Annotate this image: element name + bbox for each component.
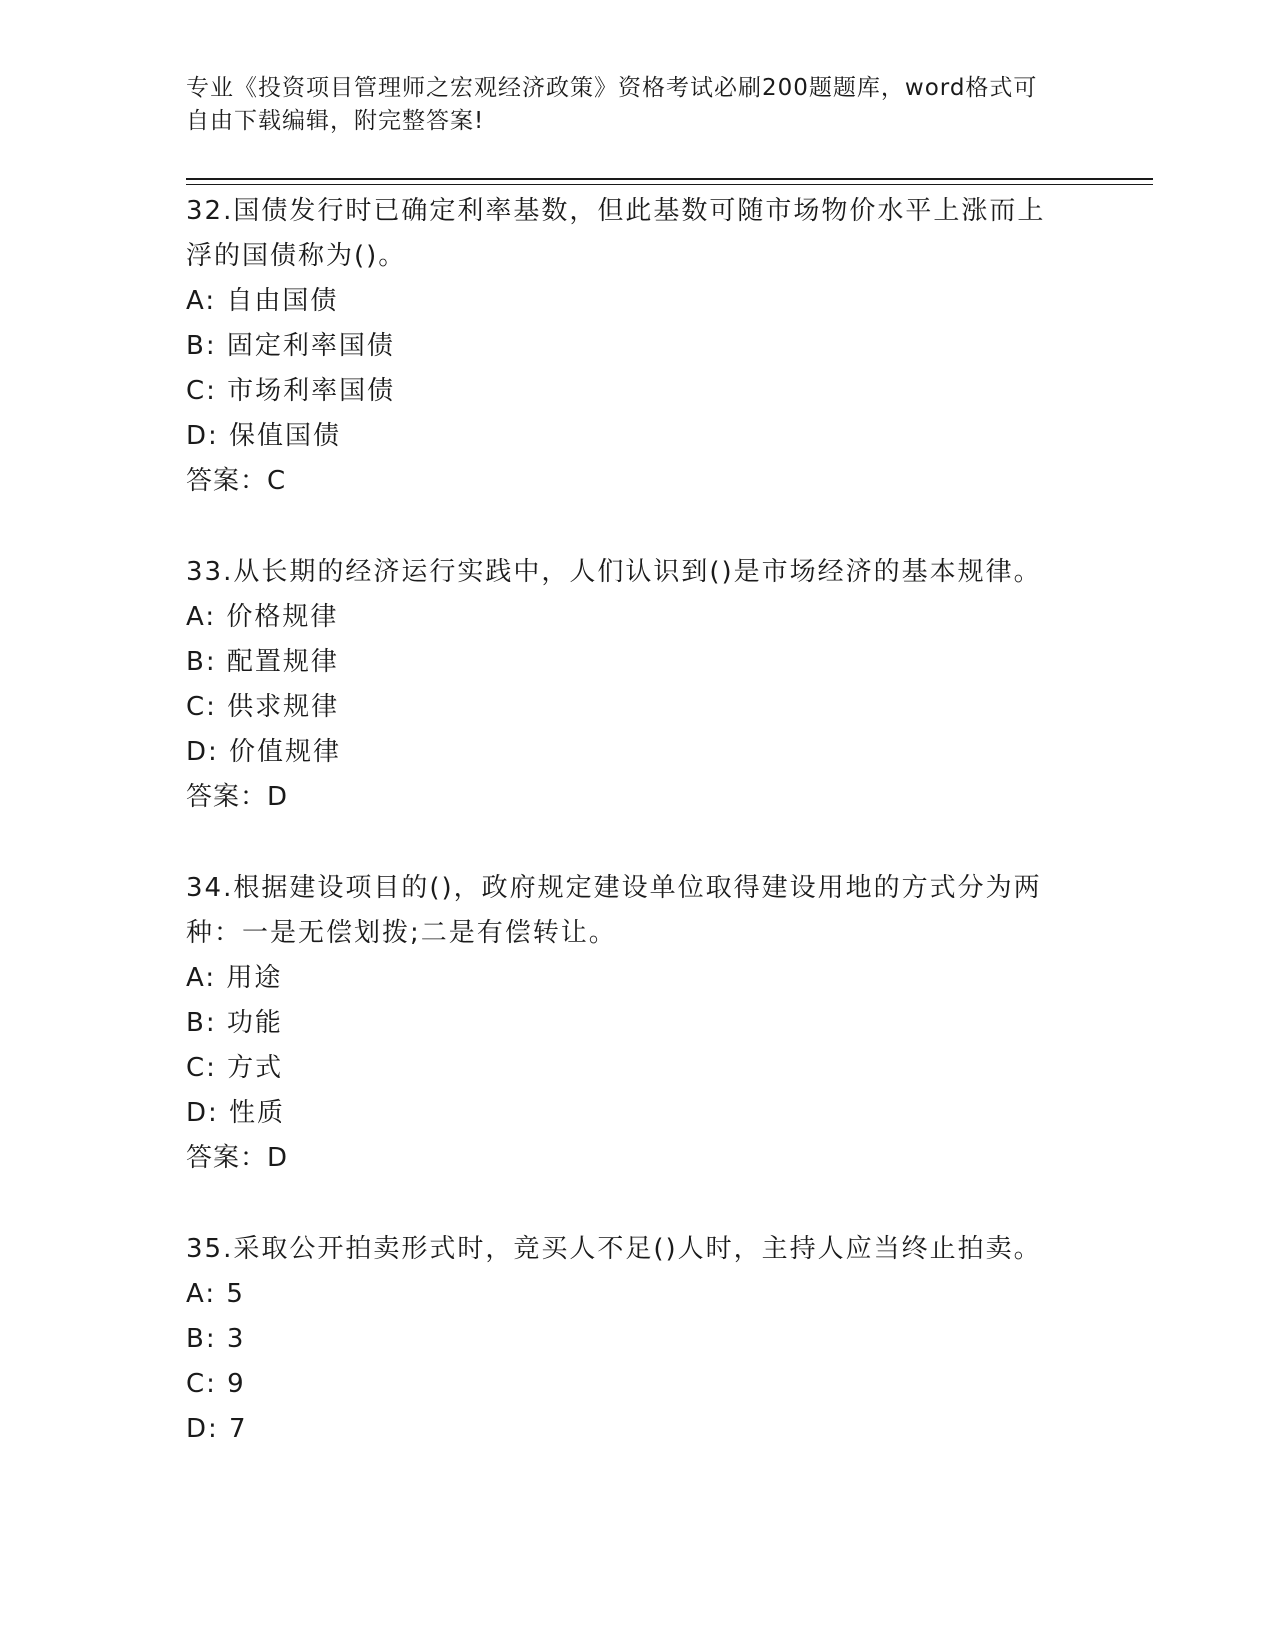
question-spacer xyxy=(186,1181,1086,1227)
question-stem-line-1: 33.从长期的经济运行实践中，人们认识到()是市场经济的基本规律。 xyxy=(186,557,1042,587)
question-stem-line-2: 种：一是无偿划拨;二是有偿转让。 xyxy=(186,918,617,948)
question-35 xyxy=(186,1227,1086,1452)
option-b: B: 3 xyxy=(186,1324,246,1354)
question-stem-line-1: 32.国债发行时已确定利率基数，但此基数可随市场物价水平上涨而上 xyxy=(186,196,1046,226)
option-c: C: 市场利率国债 xyxy=(186,376,396,406)
option-a: A: 价格规律 xyxy=(186,602,339,632)
question-stem-line-1: 35.采取公开拍卖形式时，竞买人不足()人时，主持人应当终止拍卖。 xyxy=(186,1234,1042,1264)
answer-line: 答案：D xyxy=(186,782,289,812)
header-divider-thin xyxy=(186,184,1153,185)
header-line-1: 专业《投资项目管理师之宏观经济政策》资格考试必刷200题题库，word格式可 xyxy=(186,75,1038,101)
question-stem-line-1: 34.根据建设项目的()，政府规定建设单位取得建设用地的方式分为两 xyxy=(186,873,1042,903)
question-stem-line-2: 浮的国债称为()。 xyxy=(186,241,407,271)
answer-line: 答案：C xyxy=(186,466,287,496)
header-line-2: 自由下载编辑，附完整答案! xyxy=(186,108,485,134)
question-spacer xyxy=(186,504,1086,550)
option-b: B: 功能 xyxy=(186,1008,283,1038)
header-divider-thick xyxy=(186,178,1153,180)
option-b: B: 配置规律 xyxy=(186,647,339,677)
question-34 xyxy=(186,866,1086,1181)
question-list xyxy=(186,189,1086,1452)
document-header xyxy=(186,72,1066,138)
option-a: A: 5 xyxy=(186,1279,245,1309)
question-32 xyxy=(186,189,1086,504)
option-b: B: 固定利率国债 xyxy=(186,331,395,361)
question-spacer xyxy=(186,820,1086,866)
question-33 xyxy=(186,550,1086,820)
option-a: A: 用途 xyxy=(186,963,283,993)
option-d: D: 价值规律 xyxy=(186,737,342,767)
answer-line: 答案：D xyxy=(186,1143,289,1173)
option-c: C: 供求规律 xyxy=(186,692,340,722)
option-d: D: 保值国债 xyxy=(186,421,342,451)
option-c: C: 方式 xyxy=(186,1053,284,1083)
option-d: D: 性质 xyxy=(186,1098,286,1128)
option-d: D: 7 xyxy=(186,1414,248,1444)
option-c: C: 9 xyxy=(186,1369,246,1399)
option-a: A: 自由国债 xyxy=(186,286,339,316)
